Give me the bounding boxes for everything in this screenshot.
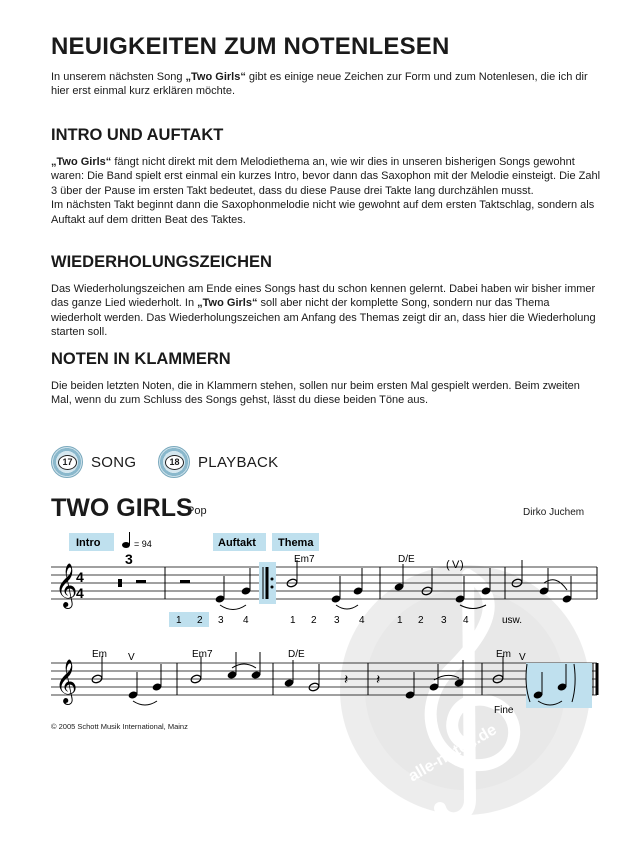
section-text-intro: „Two Girls“ fängt nicht direkt mit dem Melodiethema an, wie wir dies in unseren bisherigen Songs gewohnt waren: Die Band spielt erst einmal ein kurzes Intro, bevor dann das Saxophon mit der Melodie einsteigt. Die Zahl 3 über der Pause im ersten Takt bedeutet, dass du diese Pause drei Takte lang durchzählen musst. Im nächsten Takt beginnt dann die Saxophonmelodie nicht wie gewohnt auf dem ersten Taktschlag, sondern als Auftakt auf dem dritten Beat des Taktes. (51, 156, 601, 226)
chord-line2-3: D/E (288, 649, 305, 660)
section-heading-intro: INTRO UND AUFTAKT (51, 126, 224, 144)
watermark-text: alle-noten.de (405, 721, 500, 786)
section-text-brackets: Die beiden letzten Noten, die in Klammern stehen, sollen nur beim ersten Mal gespielt werden. Beim zweiten Mal, wenn du zum Schluss des Songs gehst, lässt du diese beiden Töne aus. (51, 380, 580, 407)
svg-text:): ) (460, 559, 464, 571)
time-sig-bottom: 4 (76, 585, 84, 601)
intro-paragraph: In unserem nächsten Song „Two Girls“ gibt es einige neue Zeichen zur Form und zum Notenlesen, die ich dir hier erst einmal kurz erklären möchte. (51, 71, 588, 98)
svg-text:4: 4 (463, 615, 469, 626)
svg-text:2: 2 (197, 615, 203, 626)
intro-label: Intro (76, 537, 101, 549)
copyright-notice: © 2005 Schott Musik International, Mainz (51, 722, 188, 731)
breath-mark: ( (446, 559, 450, 571)
chord-line1-1: Em7 (294, 554, 315, 565)
svg-text:V: V (519, 652, 526, 663)
svg-text:1: 1 (290, 615, 296, 626)
usw-text: usw. (502, 615, 523, 626)
chord-line2-2: Em7 (192, 649, 213, 660)
svg-text:3: 3 (441, 615, 447, 626)
time-sig-top: 4 (76, 569, 84, 585)
svg-text:𝄽: 𝄽 (376, 671, 381, 687)
cd-icon: 17 (51, 446, 83, 478)
chord-line2-1: Em (92, 649, 107, 660)
svg-text:𝄞: 𝄞 (55, 661, 78, 703)
auftakt-label: Auftakt (218, 537, 256, 549)
svg-text:3: 3 (218, 615, 224, 626)
svg-text:V: V (452, 559, 460, 571)
song-composer: Dirko Juchem (523, 507, 585, 518)
svg-text:3: 3 (334, 615, 340, 626)
song-genre: Pop (187, 505, 207, 517)
section-heading-repeat: WIEDERHOLUNGSZEICHEN (51, 253, 272, 271)
svg-text:2: 2 (418, 615, 424, 626)
multi-rest-count: 3 (125, 551, 133, 567)
playback-track-button[interactable]: 18 PLAYBACK (158, 446, 279, 478)
svg-text:4: 4 (243, 615, 249, 626)
svg-text:1: 1 (397, 615, 403, 626)
tempo-marking: = 94 (134, 539, 152, 549)
svg-text:2: 2 (311, 615, 317, 626)
svg-text:𝄽: 𝄽 (344, 671, 349, 687)
svg-text:4: 4 (359, 615, 365, 626)
treble-clef-icon: 𝄞 (55, 565, 78, 607)
song-title: TWO GIRLS (51, 494, 193, 522)
svg-text:1: 1 (176, 615, 182, 626)
section-heading-brackets: NOTEN IN KLAMMERN (51, 350, 231, 368)
chord-line2-4: Em (496, 649, 511, 660)
svg-text:V: V (128, 652, 135, 663)
page-heading: NEUIGKEITEN ZUM NOTENLESEN (51, 33, 450, 60)
fine-marking: Fine (494, 705, 514, 716)
thema-label: Thema (278, 537, 314, 549)
cd-icon: 18 (158, 446, 190, 478)
chord-line1-2: D/E (398, 554, 415, 565)
section-text-repeat: Das Wiederholungszeichen am Ende eines Songs hast du schon kennen gelernt. Dabei haben wir bisher immer das ganze Lied wiederholt. In „Two Girls“ soll aber nicht der komplette Song, sondern nur das Thema wiederholt werden. Das Wiederholungszeichen am Anfang des Themas zeigt dir an, dass hier die Wiederholung starten soll. (51, 283, 596, 339)
song-track-button[interactable]: 17 SONG (51, 446, 136, 478)
tempo-note-icon (122, 542, 130, 548)
